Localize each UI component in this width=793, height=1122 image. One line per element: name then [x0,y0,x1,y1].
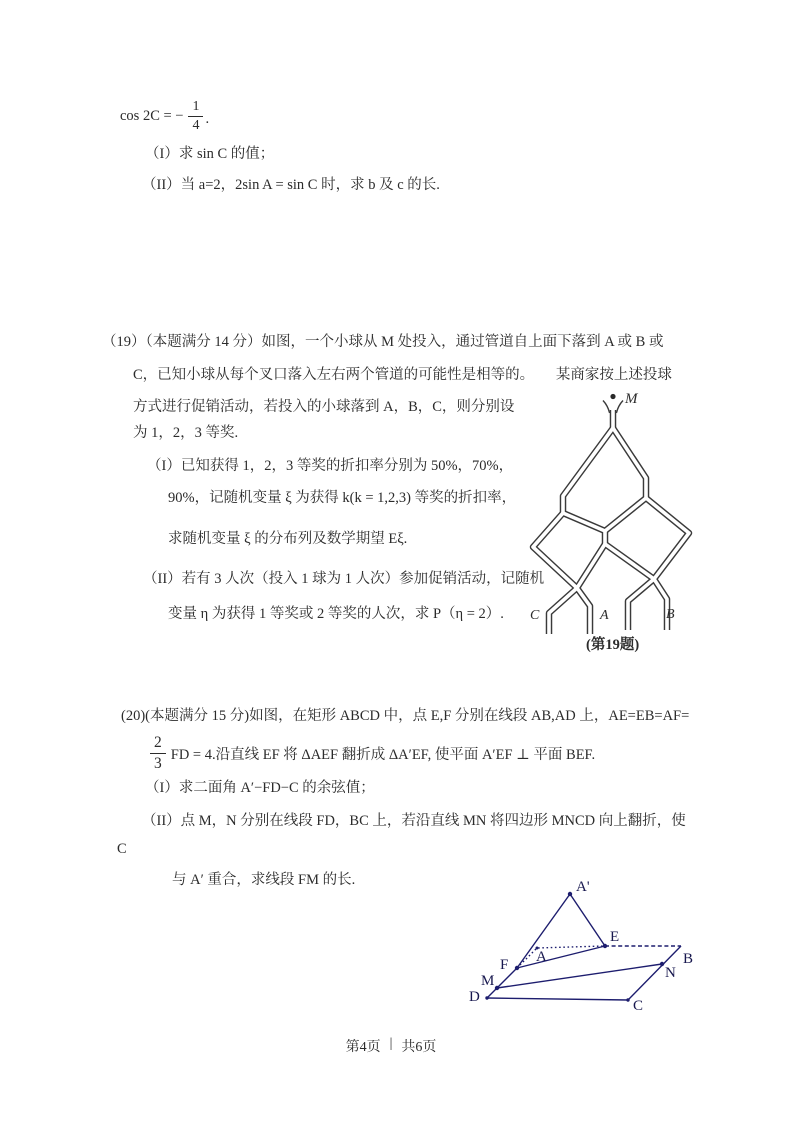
p18-formula-lhs: cos 2C = − [120,107,184,124]
footer-page-number: 第4页 [345,1040,381,1055]
p20-fraction-denominator: 3 [150,753,166,772]
geometry-edges [487,894,681,1000]
p20-part1: （I）求二面角 A′−FD−C 的余弦值； [145,780,375,796]
outlet-label-b: B [666,607,675,622]
label-a: A [536,949,547,965]
p20-orphan-c: C [117,841,127,857]
ball-dot [610,394,615,399]
label-b: B [683,951,694,967]
p18-part1: （I）求 sin C 的值； [145,146,275,162]
p18-formula-period: . [205,111,210,127]
p18-formula [120,95,209,137]
p18-fraction-numerator: 1 [192,98,200,114]
label-c: C [633,998,644,1014]
footer-total-pages: 共6页 [401,1040,437,1055]
p19-line2: C，已知小球从每个叉口落入左右两个管道的可能性是相等的。 某商家按上述投球 [133,367,672,383]
label-n: N [665,965,676,981]
vertex-e-dot [603,944,607,948]
footer-separator: | [389,1036,393,1051]
label-d: D [469,989,480,1005]
edge-aprime-e [570,894,605,946]
vertex-f-dot [515,966,519,970]
outlet-label-a: A [600,608,609,623]
p20-line2-rest: FD = 4.沿直线 EF 将 ΔAEF 翻折成 ΔA′EF, 使平面 A′EF ⊥ 平面 BEF. [170,746,596,763]
p19-part1-line1: （I）已知获得 1，2，3 等奖的折扣率分别为 50%，70%， [147,458,514,474]
figure-19-caption: (第19题) [586,637,640,653]
label-a-prime: A' [576,879,590,895]
p19-part1-line2: 90%，记随机变量 ξ 为获得 k(k = 1,2,3) 等奖的折扣率， [168,490,517,506]
outlet-label-c: C [530,608,540,623]
vertex-d-dot [485,996,488,999]
p20-part2-line1: （II）点 M，N 分别在线段 FD，BC 上，若沿直线 MN 将四边形 MNCD 向上翻折，使 [142,813,686,829]
funnel-right-wall [616,401,623,414]
funnel-left-wall [603,401,610,414]
p20-line1: (20)(本题满分 15 分)如图，在矩形 ABCD 中，点 E,F 分别在线段 AB,AD 上，AE=EB=AF= [121,708,690,724]
pipe-entry-label: M [625,391,638,407]
label-f: F [500,957,509,973]
p19-line3: 方式进行促销活动，若投入的小球落到 A，B，C，则分别设 [133,399,515,415]
p20-fraction [150,735,166,771]
p20-part2-line2: 与 A′ 重合，求线段 FM 的长. [172,872,356,888]
p18-fraction [188,100,203,133]
p19-line1: （19）（本题满分 14 分）如图，一个小球从 M 处投入，通过管道自上面下落到 A 或 B 或 [102,334,664,350]
vertex-c-dot [626,998,629,1001]
page-footer [291,1036,491,1056]
label-m: M [481,973,495,989]
edge-m-n [497,964,662,988]
vertex-m-dot [495,986,499,990]
vertex-aprime-dot [568,892,572,896]
p19-part2-line1: （II）若有 3 人次（投入 1 球为 1 人次）参加促销活动，记随机 [143,571,545,587]
p20-line2 [150,730,595,776]
p20-fraction-numerator: 2 [154,734,162,751]
p19-part2-line2: 变量 η 为获得 1 等奖或 2 等奖的人次，求 P（η = 2）. [168,606,504,622]
p19-line4: 为 1，2，3 等奖. [133,425,239,441]
label-e: E [610,929,620,945]
p18-fraction-denominator: 4 [188,116,203,133]
figure-20-folded-rectangle [455,870,705,1020]
edge-c-d [487,998,628,1000]
vertex-n-dot [660,962,664,966]
figure-19-pipe-network [520,385,710,660]
p19-part1-line3: 求随机变量 ξ 的分布列及数学期望 Eξ. [168,531,408,547]
p18-part2: （II）当 a=2，2sin A = sin C 时，求 b 及 c 的长. [142,177,440,193]
